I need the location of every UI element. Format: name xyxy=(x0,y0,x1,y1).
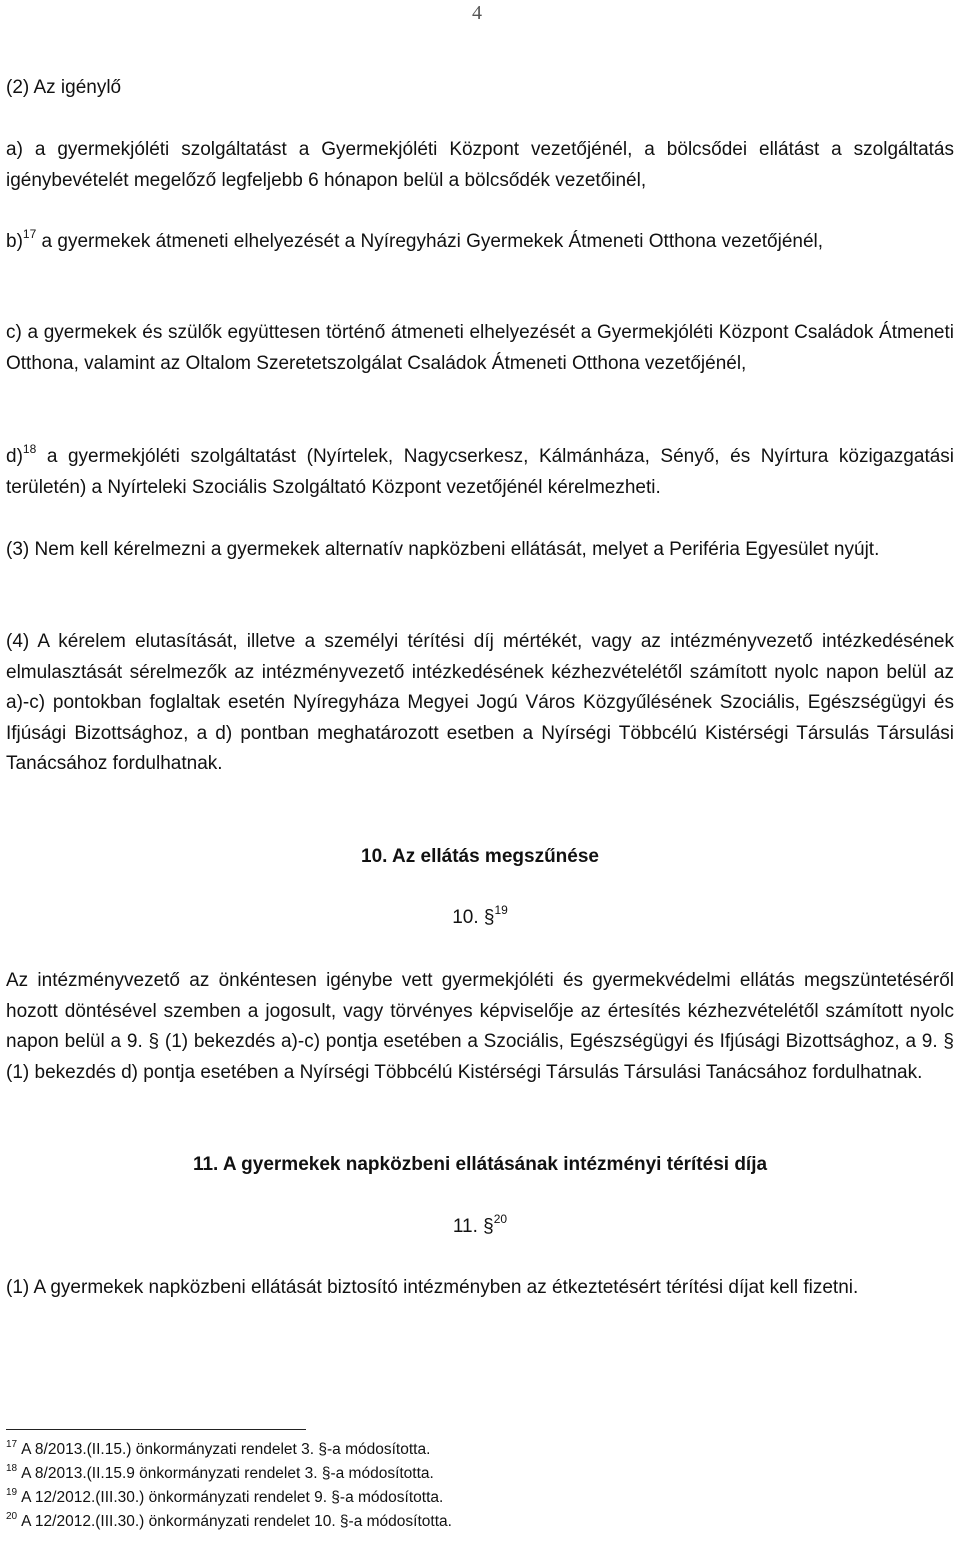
footnote-19: $^{19}$ A 12/2012.(III.30.) önkormányzati rendelet 9. §-a módosította. xyxy=(6,1487,444,1506)
section-11-text: (1) A gyermekek napközbeni ellátását biztosító intézményben az étkeztetésért térítési díjat kell fizetni. xyxy=(6,1277,859,1298)
footnote-17: $^{17}$ A 8/2013.(II.15.) önkormányzati rendelet 3. §-a módosította. xyxy=(6,1439,431,1458)
section-10-title: 10. Az ellátás megszűnése xyxy=(361,846,599,867)
paragraph-2c: c) a gyermekek és szülők együttesen történő átmeneti elhelyezését a Gyermekjóléti Központ Családok Átmeneti Otthona, valamint az Oltalom Szeretetszolgálat Családok Átmeneti Otthona vezetőjénél, xyxy=(6,322,954,374)
footnote-18: $^{18}$ A 8/2013.(II.15.9 önkormányzati rendelet 3. §-a módosította. xyxy=(6,1463,434,1482)
paragraph-2a: a) a gyermekjóléti szolgáltatást a Gyermekjóléti Központ vezetőjénél, a bölcsődei ellátást a szolgáltatás igénybevételét megelőző legfeljebb 6 hónapon belül a bölcsődék vezetőinél, xyxy=(6,139,954,191)
paragraph-2d xyxy=(6,442,954,503)
footnote-20: $^{20}$ A 12/2012.(III.30.) önkormányzati rendelet 10. §-a módosította. xyxy=(6,1511,452,1530)
paragraph-2d-label: d) xyxy=(6,446,23,467)
footnote-separator xyxy=(6,1429,306,1430)
page-number: 4 xyxy=(472,2,482,24)
section-10-paragraph-sign: 10. §$^{19}$ xyxy=(452,903,508,928)
footnote-ref-19[interactable]: 19 xyxy=(494,903,508,917)
paragraph-2-heading: (2) Az igénylő xyxy=(6,77,122,98)
paragraph-2b-label: b) xyxy=(6,231,23,252)
footnote-ref-18[interactable]: 18 xyxy=(22,442,37,456)
footnote-ref-17[interactable]: 17 xyxy=(22,227,37,241)
section-11-title: 11. A gyermekek napközbeni ellátásának intézményi térítési díja xyxy=(192,1154,768,1175)
paragraph-2b xyxy=(6,227,954,258)
paragraph-2b-text: a gyermekek átmeneti elhelyezését a Nyíregyházi Gyermekek Átmeneti Otthona vezetőjénél, xyxy=(41,231,824,252)
footnote-ref-20[interactable]: 20 xyxy=(493,1212,508,1226)
paragraph-4: (4) A kérelem elutasítását, illetve a személyi térítési díj mértékét, vagy az intézményvezető intézkedésének elmulasztását sérelmezők az intézményvezető intézkedésének kézhezvételétől számított nyolc napon belül az a)-c) pontokban foglaltak esetén Nyíregyháza Megyei Jogú Város Közgyűlésének Szociális, Egészségügyi és Ifjúsági Bizottsághoz, a d) pontban meghatározott esetben a Nyírségi Többcélú Kistérségi Társulás Társulási Tanácsához fordulhatnak. xyxy=(6,631,954,775)
paragraph-3: (3) Nem kell kérelmezni a gyermekek alternatív napközbeni ellátását, melyet a Periféria Egyesület nyújt. xyxy=(6,539,880,560)
section-10-text: Az intézményvezető az önkéntesen igénybe vett gyermekjóléti és gyermekvédelmi ellátás megszüntetéséről hozott döntésével szemben a jogosult, vagy törvényes képviselője az értesítés kézhezvételétől számított nyolc napon belül a 9. § (1) bekezdés a)-c) pontja esetében a Szociális, Egészségügyi és Ifjúsági Bizottsághoz, a 9. § (1) bekezdés d) pontja esetében a Nyírségi Többcélú Kistérségi Társulás Társulási Tanácsához fordulhatnak. xyxy=(6,970,954,1083)
section-11-paragraph-sign: 11. §$^{20}$ xyxy=(452,1212,508,1237)
paragraph-2d-text: a gyermekjóléti szolgáltatást (Nyírtelek, Nagycserkesz, Kálmánháza, Sényő, és Nyírtura közigazgatási területén) a Nyírteleki Szociális Szolgáltató Központ vezetőjénél kérelmezheti. xyxy=(6,446,955,498)
